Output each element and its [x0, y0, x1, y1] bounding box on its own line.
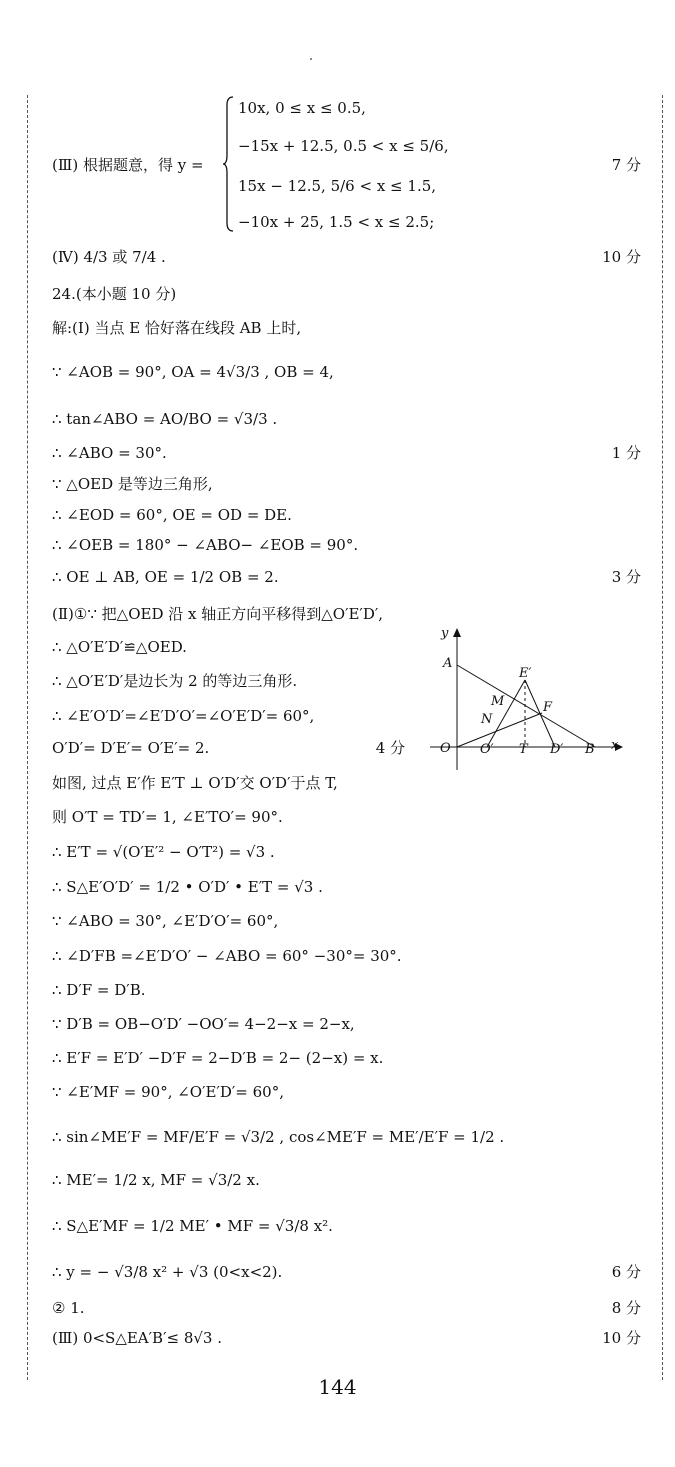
label-x: x [611, 738, 619, 753]
page-number: 144 [318, 1375, 357, 1399]
piecewise-case-4: −10x + 25, 1.5 < x ≤ 2.5; [238, 213, 435, 231]
label-m: M [491, 694, 505, 709]
segment-o1-e1 [487, 680, 525, 747]
score-mark: 8 分 [611, 1299, 641, 1317]
y-axis-arrow [453, 628, 461, 637]
piecewise-case-3: 15x − 12.5, 5/6 < x ≤ 1.5, [238, 177, 437, 195]
piecewise-case-1: 10x, 0 ≤ x ≤ 0.5, [238, 99, 366, 117]
solution-line: ∴ ∠D′FB =∠E′D′O′ − ∠ABO = 60° −30°= 30°. [52, 947, 402, 965]
label-a: A [443, 656, 453, 671]
label-n: N [481, 712, 493, 727]
piecewise-case-2: −15x + 12.5, 0.5 < x ≤ 5/6, [238, 137, 449, 155]
solution-line: ∴ sin∠ME′F = MF/E′F = √3/2 , cos∠ME′F = ME′/E′F = 1/2 . [52, 1128, 505, 1146]
solution-line: ∴ S△E′O′D′ = 1/2 • O′D′ • E′T = √3 . [52, 878, 323, 896]
label-o: O [440, 741, 451, 756]
solution-line: ∴ ∠OEB = 180° − ∠ABO− ∠EOB = 90°. [52, 536, 359, 554]
label-b: B [585, 742, 595, 757]
solution-line: 解:(Ⅰ) 当点 E 恰好落在线段 AB 上时, [52, 319, 302, 337]
solution-line: ∴ y = − √3/8 x² + √3 (0<x<2). [52, 1263, 283, 1281]
left-dashed-margin [27, 95, 28, 1380]
solution-line: ∴ E′T = √(O′E′² − O′T²) = √3 . [52, 843, 275, 861]
segment-o-f [457, 713, 542, 747]
solution-line: ∴ D′F = D′B. [52, 981, 146, 999]
solution-line: ∴ ∠EOD = 60°, OE = OD = DE. [52, 506, 292, 524]
solution-line: ∵ D′B = OB−O′D′ −OO′= 4−2−x = 2−x, [52, 1015, 355, 1033]
solution-line: O′D′= D′E′= O′E′= 2. [52, 739, 210, 757]
label-t: T [519, 742, 528, 757]
score-mark: 6 分 [611, 1263, 641, 1281]
label-d1: D′ [550, 742, 564, 757]
solution-line: ∴ S△E′MF = 1/2 ME′ • MF = √3/8 x². [52, 1217, 333, 1235]
solution-line: (Ⅳ) 4/3 或 7/4 . [52, 248, 166, 266]
label-f: F [543, 700, 553, 715]
solution-line: (Ⅲ) 0<S△EA′B′≤ 8√3 . [52, 1329, 222, 1347]
solution-line: ∴ tan∠ABO = AO/BO = √3/3 . [52, 410, 278, 428]
geometry-figure [425, 625, 625, 775]
solution-line: ∴ E′F = E′D′ −D′F = 2−D′B = 2− (2−x) = x. [52, 1049, 384, 1067]
right-dashed-margin [662, 95, 663, 1380]
label-e1: E′ [519, 666, 532, 681]
score-mark: 3 分 [611, 568, 641, 586]
solution-line: ∴ △O′E′D′是边长为 2 的等边三角形. [52, 672, 298, 690]
solution-line: (Ⅲ) 根据题意，得 y = [52, 156, 204, 174]
label-y: y [441, 626, 449, 641]
label-o1: O′ [480, 742, 494, 757]
question-heading: 24.(本小题 10 分) [52, 285, 177, 303]
solution-line: 如图, 过点 E′作 E′T ⊥ O′D′交 O′D′于点 T, [52, 774, 338, 792]
solution-line: ∵ △OED 是等边三角形, [52, 475, 213, 493]
score-mark: 10 分 [602, 248, 641, 266]
solution-line: ∴ OE ⊥ AB, OE = 1/2 OB = 2. [52, 568, 279, 586]
solution-line: ∵ ∠ABO = 30°, ∠E′D′O′= 60°, [52, 912, 279, 930]
solution-line: ∴ ∠ABO = 30°. [52, 444, 167, 462]
solution-line: ∴ △O′E′D′≌△OED. [52, 638, 187, 656]
solution-line: ② 1. [52, 1299, 85, 1317]
solution-line: ∵ ∠E′MF = 90°, ∠O′E′D′= 60°, [52, 1083, 284, 1101]
score-mark: 4 分 [375, 739, 405, 757]
scan-speck [310, 58, 312, 60]
solution-line: ∵ ∠AOB = 90°, OA = 4√3/3 , OB = 4, [52, 363, 334, 381]
score-mark: 10 分 [602, 1329, 641, 1347]
solution-line: (Ⅱ)①∵ 把△OED 沿 x 轴正方向平移得到△O′E′D′, [52, 605, 384, 623]
score-mark: 7 分 [611, 156, 641, 174]
score-mark: 1 分 [611, 444, 641, 462]
solution-line: ∴ ME′= 1/2 x, MF = √3/2 x. [52, 1171, 260, 1189]
piecewise-brace [222, 95, 234, 233]
solution-line: ∴ ∠E′O′D′=∠E′D′O′=∠O′E′D′= 60°, [52, 707, 315, 725]
solution-line: 则 O′T = TD′= 1, ∠E′TO′= 90°. [52, 808, 283, 826]
